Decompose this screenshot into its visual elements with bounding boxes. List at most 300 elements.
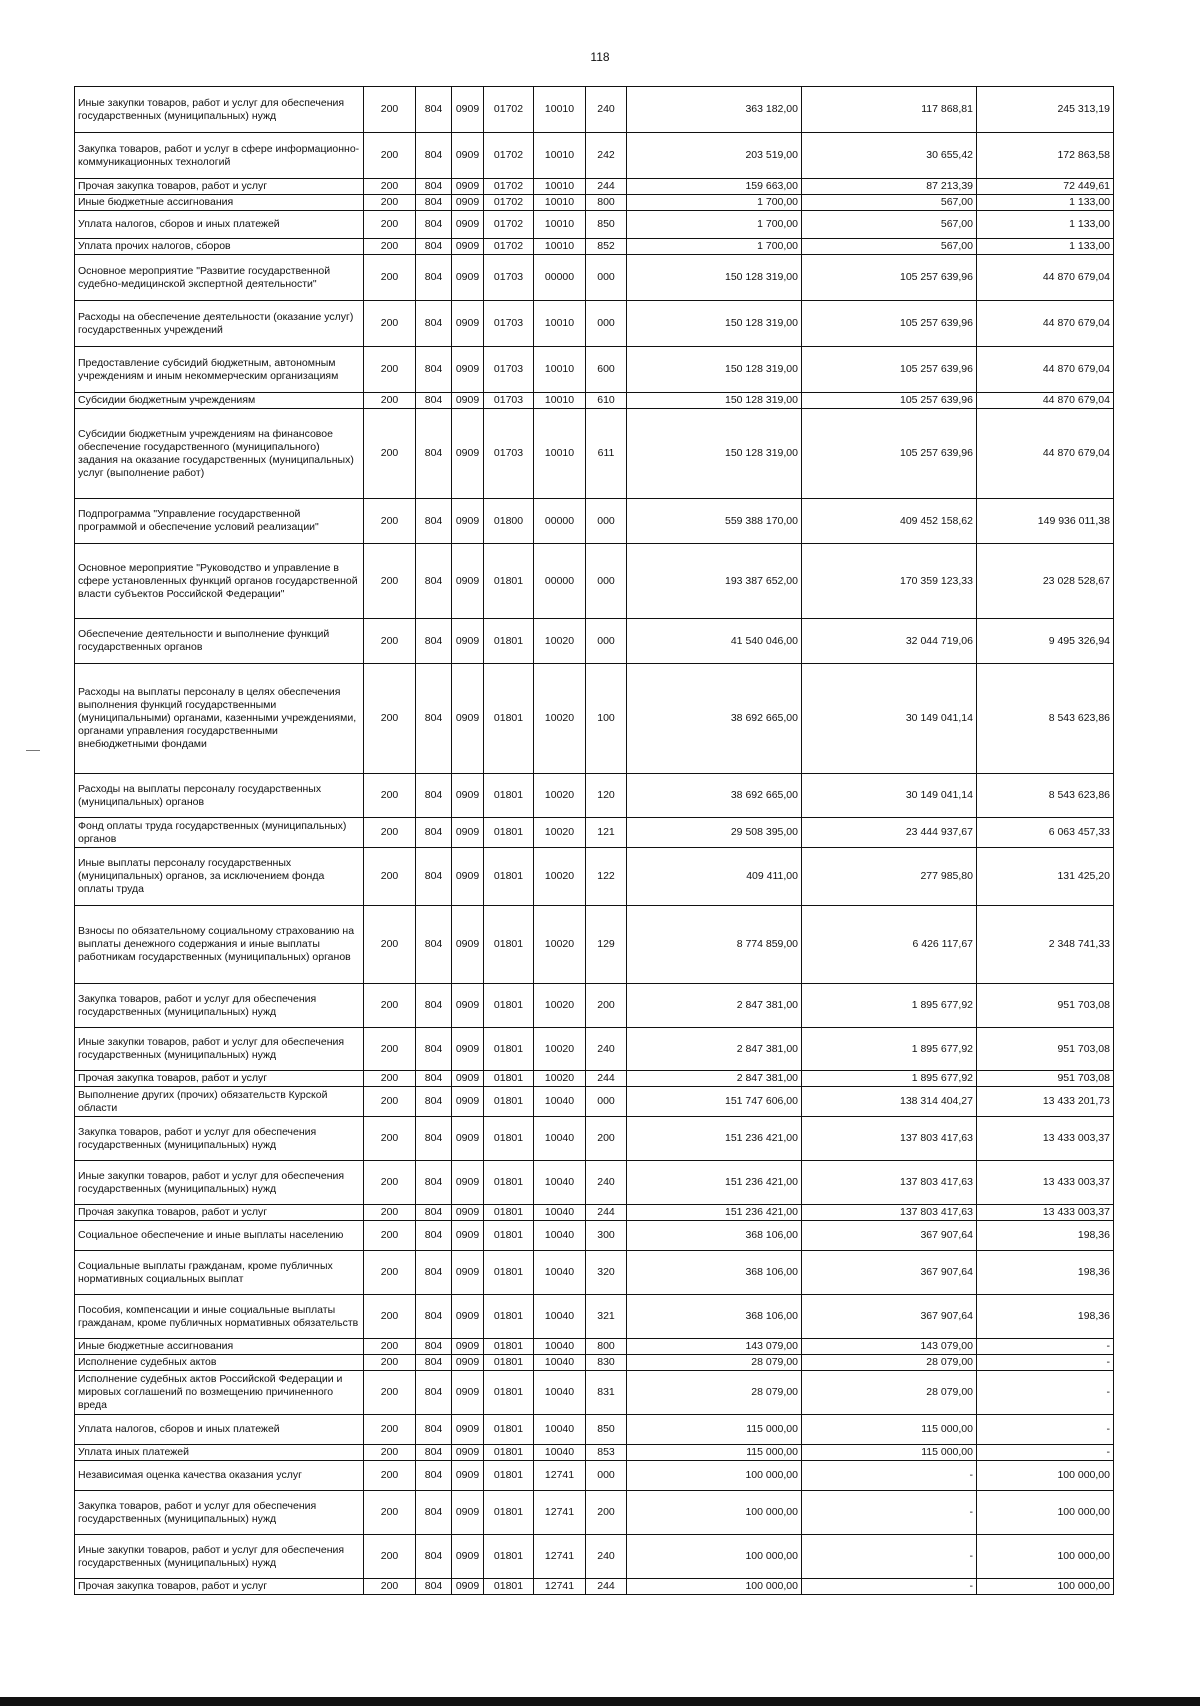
code-program-cell: 01702 [484,133,534,179]
sum-remaining-cell: - [977,1371,1114,1415]
sum-plan-cell: 2 847 381,00 [627,984,802,1028]
table-row [75,347,1114,393]
sum-remaining-cell: 2 348 741,33 [977,906,1114,984]
sum-plan-cell: 150 128 319,00 [627,301,802,347]
code-type-cell: 244 [586,1205,627,1221]
sum-plan-cell: 38 692 665,00 [627,774,802,818]
code-direction-cell: 10010 [534,409,586,499]
code-type-cell: 122 [586,848,627,906]
sum-plan-cell: 559 388 170,00 [627,499,802,544]
code-type-cell: 300 [586,1221,627,1251]
code-program-cell: 01703 [484,409,534,499]
code-program-cell: 01801 [484,1579,534,1595]
code-program-cell: 01702 [484,87,534,133]
code-section-cell: 0909 [452,1491,484,1535]
code-direction-cell: 10010 [534,211,586,239]
sum-executed-cell: 137 803 417,63 [802,1205,977,1221]
code-admin-cell: 200 [364,906,416,984]
code-type-cell: 200 [586,1117,627,1161]
code-ministry-cell: 804 [416,239,452,255]
code-admin-cell: 200 [364,1117,416,1161]
table-row [75,133,1114,179]
code-program-cell: 01801 [484,1295,534,1339]
code-ministry-cell: 804 [416,1251,452,1295]
code-admin-cell: 200 [364,347,416,393]
code-program-cell: 01801 [484,848,534,906]
code-section-cell: 0909 [452,347,484,393]
sum-executed-cell: 105 257 639,96 [802,255,977,301]
code-admin-cell: 200 [364,774,416,818]
code-program-cell: 01703 [484,255,534,301]
row-name-cell: Прочая закупка товаров, работ и услуг [75,1071,364,1087]
row-name-cell: Социальное обеспечение и иные выплаты населению [75,1221,364,1251]
row-name-cell: Закупка товаров, работ и услуг для обеспечения государственных (муниципальных) нужд [75,984,364,1028]
code-ministry-cell: 804 [416,1415,452,1445]
code-admin-cell: 200 [364,619,416,664]
sum-remaining-cell: - [977,1445,1114,1461]
code-direction-cell: 10020 [534,848,586,906]
code-type-cell: 611 [586,409,627,499]
sum-executed-cell: 567,00 [802,195,977,211]
sum-plan-cell: 28 079,00 [627,1371,802,1415]
code-section-cell: 0909 [452,818,484,848]
code-direction-cell: 10020 [534,1071,586,1087]
sum-remaining-cell: 198,36 [977,1221,1114,1251]
row-name-cell: Прочая закупка товаров, работ и услуг [75,1579,364,1595]
sum-plan-cell: 151 236 421,00 [627,1117,802,1161]
table-row [75,906,1114,984]
sum-executed-cell: - [802,1579,977,1595]
code-direction-cell: 10020 [534,664,586,774]
code-ministry-cell: 804 [416,848,452,906]
code-type-cell: 610 [586,393,627,409]
sum-executed-cell: 23 444 937,67 [802,818,977,848]
code-admin-cell: 200 [364,1295,416,1339]
sum-plan-cell: 115 000,00 [627,1415,802,1445]
margin-mark [26,750,40,751]
sum-plan-cell: 203 519,00 [627,133,802,179]
sum-plan-cell: 151 236 421,00 [627,1205,802,1221]
row-name-cell: Расходы на выплаты персоналу в целях обеспечения выполнения функций государственными (муниципальными) органами, казенными учреждениями, органами управления государственными внебюджетными фондами [75,664,364,774]
code-direction-cell: 10040 [534,1339,586,1355]
row-name-cell: Иные закупки товаров, работ и услуг для обеспечения государственных (муниципальных) нужд [75,1535,364,1579]
code-ministry-cell: 804 [416,347,452,393]
code-ministry-cell: 804 [416,393,452,409]
code-ministry-cell: 804 [416,195,452,211]
sum-remaining-cell: 131 425,20 [977,848,1114,906]
code-direction-cell: 10040 [534,1355,586,1371]
code-type-cell: 240 [586,1028,627,1071]
code-admin-cell: 200 [364,984,416,1028]
code-program-cell: 01801 [484,1339,534,1355]
sum-remaining-cell: 100 000,00 [977,1535,1114,1579]
sum-executed-cell: 87 213,39 [802,179,977,195]
code-direction-cell: 10010 [534,87,586,133]
code-section-cell: 0909 [452,984,484,1028]
code-admin-cell: 200 [364,1205,416,1221]
code-direction-cell: 10020 [534,1028,586,1071]
table-row [75,195,1114,211]
code-ministry-cell: 804 [416,774,452,818]
sum-plan-cell: 38 692 665,00 [627,664,802,774]
code-direction-cell: 10020 [534,906,586,984]
sum-executed-cell: 1 895 677,92 [802,984,977,1028]
sum-plan-cell: 100 000,00 [627,1491,802,1535]
code-direction-cell: 10010 [534,347,586,393]
code-ministry-cell: 804 [416,301,452,347]
sum-remaining-cell: - [977,1355,1114,1371]
row-name-cell: Субсидии бюджетным учреждениям [75,393,364,409]
code-ministry-cell: 804 [416,1535,452,1579]
code-ministry-cell: 804 [416,818,452,848]
code-program-cell: 01702 [484,239,534,255]
sum-remaining-cell: 1 133,00 [977,195,1114,211]
code-admin-cell: 200 [364,1491,416,1535]
code-admin-cell: 200 [364,1461,416,1491]
table-row [75,1028,1114,1071]
code-program-cell: 01801 [484,774,534,818]
code-section-cell: 0909 [452,1251,484,1295]
code-program-cell: 01801 [484,1355,534,1371]
code-ministry-cell: 804 [416,1461,452,1491]
code-direction-cell: 10010 [534,301,586,347]
sum-executed-cell: 567,00 [802,211,977,239]
sum-executed-cell: - [802,1491,977,1535]
sum-remaining-cell: 100 000,00 [977,1491,1114,1535]
code-admin-cell: 200 [364,87,416,133]
table-row [75,984,1114,1028]
table-row [75,409,1114,499]
code-type-cell: 000 [586,544,627,619]
code-admin-cell: 200 [364,848,416,906]
code-direction-cell: 10020 [534,619,586,664]
code-direction-cell: 10040 [534,1205,586,1221]
code-section-cell: 0909 [452,1205,484,1221]
code-section-cell: 0909 [452,774,484,818]
sum-plan-cell: 100 000,00 [627,1461,802,1491]
code-section-cell: 0909 [452,1161,484,1205]
code-admin-cell: 200 [364,393,416,409]
code-type-cell: 244 [586,1071,627,1087]
code-admin-cell: 200 [364,301,416,347]
sum-plan-cell: 41 540 046,00 [627,619,802,664]
code-type-cell: 321 [586,1295,627,1339]
code-type-cell: 240 [586,1161,627,1205]
code-type-cell: 240 [586,87,627,133]
row-name-cell: Иные закупки товаров, работ и услуг для обеспечения государственных (муниципальных) нужд [75,87,364,133]
code-direction-cell: 10040 [534,1087,586,1117]
code-type-cell: 242 [586,133,627,179]
code-type-cell: 244 [586,179,627,195]
code-section-cell: 0909 [452,619,484,664]
sum-plan-cell: 151 236 421,00 [627,1161,802,1205]
code-admin-cell: 200 [364,1071,416,1087]
code-ministry-cell: 804 [416,1295,452,1339]
table-body [75,87,1114,1595]
code-direction-cell: 12741 [534,1579,586,1595]
sum-executed-cell: 367 907,64 [802,1251,977,1295]
code-direction-cell: 10040 [534,1161,586,1205]
sum-remaining-cell: 23 028 528,67 [977,544,1114,619]
code-direction-cell: 10040 [534,1221,586,1251]
code-section-cell: 0909 [452,1461,484,1491]
budget-table [74,86,1114,1595]
code-section-cell: 0909 [452,195,484,211]
code-program-cell: 01703 [484,301,534,347]
code-program-cell: 01800 [484,499,534,544]
sum-plan-cell: 1 700,00 [627,239,802,255]
sum-plan-cell: 150 128 319,00 [627,409,802,499]
code-direction-cell: 10020 [534,818,586,848]
row-name-cell: Закупка товаров, работ и услуг для обеспечения государственных (муниципальных) нужд [75,1117,364,1161]
code-ministry-cell: 804 [416,1117,452,1161]
sum-remaining-cell: 198,36 [977,1251,1114,1295]
sum-executed-cell: 567,00 [802,239,977,255]
sum-remaining-cell: 44 870 679,04 [977,409,1114,499]
code-ministry-cell: 804 [416,1087,452,1117]
sum-executed-cell: 6 426 117,67 [802,906,977,984]
table-row [75,1117,1114,1161]
sum-executed-cell: 115 000,00 [802,1445,977,1461]
code-type-cell: 244 [586,1579,627,1595]
sum-remaining-cell: 44 870 679,04 [977,393,1114,409]
table-row [75,179,1114,195]
code-program-cell: 01703 [484,393,534,409]
code-direction-cell: 10010 [534,393,586,409]
code-admin-cell: 200 [364,1535,416,1579]
code-program-cell: 01702 [484,195,534,211]
sum-plan-cell: 100 000,00 [627,1535,802,1579]
sum-plan-cell: 368 106,00 [627,1221,802,1251]
code-type-cell: 100 [586,664,627,774]
row-name-cell: Уплата иных платежей [75,1445,364,1461]
code-type-cell: 000 [586,301,627,347]
code-ministry-cell: 804 [416,211,452,239]
code-ministry-cell: 804 [416,133,452,179]
sum-plan-cell: 2 847 381,00 [627,1071,802,1087]
code-admin-cell: 200 [364,544,416,619]
code-ministry-cell: 804 [416,1371,452,1415]
table-row [75,1415,1114,1445]
code-type-cell: 240 [586,1535,627,1579]
code-program-cell: 01801 [484,1071,534,1087]
table-row [75,301,1114,347]
code-admin-cell: 200 [364,1371,416,1415]
table-row [75,1371,1114,1415]
sum-plan-cell: 8 774 859,00 [627,906,802,984]
sum-plan-cell: 29 508 395,00 [627,818,802,848]
sum-remaining-cell: 1 133,00 [977,211,1114,239]
code-program-cell: 01801 [484,1028,534,1071]
table-row [75,1251,1114,1295]
code-direction-cell: 10010 [534,179,586,195]
code-direction-cell: 10010 [534,133,586,179]
code-type-cell: 120 [586,774,627,818]
sum-plan-cell: 150 128 319,00 [627,255,802,301]
table-row [75,255,1114,301]
code-admin-cell: 200 [364,179,416,195]
row-name-cell: Выполнение других (прочих) обязательств Курской области [75,1087,364,1117]
sum-plan-cell: 193 387 652,00 [627,544,802,619]
sum-remaining-cell: 951 703,08 [977,1071,1114,1087]
code-admin-cell: 200 [364,664,416,774]
code-section-cell: 0909 [452,848,484,906]
sum-remaining-cell: 100 000,00 [977,1579,1114,1595]
table-row [75,239,1114,255]
code-direction-cell: 10040 [534,1415,586,1445]
row-name-cell: Основное мероприятие "Развитие государственной судебно-медицинской экспертной деятельности" [75,255,364,301]
sum-plan-cell: 143 079,00 [627,1339,802,1355]
table-row [75,87,1114,133]
table-row [75,544,1114,619]
code-direction-cell: 10040 [534,1251,586,1295]
sum-executed-cell: 105 257 639,96 [802,347,977,393]
code-section-cell: 0909 [452,211,484,239]
table-row [75,1087,1114,1117]
sum-remaining-cell: 951 703,08 [977,1028,1114,1071]
code-section-cell: 0909 [452,499,484,544]
code-section-cell: 0909 [452,906,484,984]
sum-executed-cell: 1 895 677,92 [802,1071,977,1087]
code-ministry-cell: 804 [416,1491,452,1535]
table-row [75,499,1114,544]
code-direction-cell: 12741 [534,1461,586,1491]
code-section-cell: 0909 [452,1221,484,1251]
code-program-cell: 01801 [484,1461,534,1491]
table-row [75,848,1114,906]
code-section-cell: 0909 [452,544,484,619]
row-name-cell: Закупка товаров, работ и услуг в сфере информационно-коммуникационных технологий [75,133,364,179]
sum-executed-cell: 170 359 123,33 [802,544,977,619]
row-name-cell: Основное мероприятие "Руководство и управление в сфере установленных функций органов государственной власти субъектов Российской Федерации" [75,544,364,619]
code-direction-cell: 10010 [534,195,586,211]
code-direction-cell: 10040 [534,1117,586,1161]
code-type-cell: 129 [586,906,627,984]
sum-plan-cell: 1 700,00 [627,195,802,211]
code-section-cell: 0909 [452,133,484,179]
row-name-cell: Социальные выплаты гражданам, кроме публичных нормативных социальных выплат [75,1251,364,1295]
page-number: 118 [590,50,610,64]
code-direction-cell: 00000 [534,544,586,619]
sum-executed-cell: 277 985,80 [802,848,977,906]
code-type-cell: 121 [586,818,627,848]
sum-executed-cell: 105 257 639,96 [802,393,977,409]
sum-plan-cell: 368 106,00 [627,1295,802,1339]
table-row [75,1355,1114,1371]
sum-remaining-cell: 951 703,08 [977,984,1114,1028]
code-section-cell: 0909 [452,1415,484,1445]
code-direction-cell: 10040 [534,1295,586,1339]
sum-remaining-cell: 72 449,61 [977,179,1114,195]
sum-executed-cell: 409 452 158,62 [802,499,977,544]
sum-plan-cell: 150 128 319,00 [627,347,802,393]
code-ministry-cell: 804 [416,87,452,133]
code-admin-cell: 200 [364,818,416,848]
sum-executed-cell: 138 314 404,27 [802,1087,977,1117]
code-type-cell: 000 [586,619,627,664]
code-admin-cell: 200 [364,1355,416,1371]
table-row [75,818,1114,848]
code-section-cell: 0909 [452,1028,484,1071]
sum-executed-cell: - [802,1461,977,1491]
sum-remaining-cell: 8 543 623,86 [977,774,1114,818]
sum-executed-cell: 28 079,00 [802,1371,977,1415]
row-name-cell: Прочая закупка товаров, работ и услуг [75,1205,364,1221]
sum-executed-cell: 137 803 417,63 [802,1161,977,1205]
code-admin-cell: 200 [364,239,416,255]
code-program-cell: 01702 [484,179,534,195]
sum-remaining-cell: 8 543 623,86 [977,664,1114,774]
row-name-cell: Иные закупки товаров, работ и услуг для обеспечения государственных (муниципальных) нужд [75,1028,364,1071]
sum-executed-cell: 117 868,81 [802,87,977,133]
sum-plan-cell: 151 747 606,00 [627,1087,802,1117]
code-admin-cell: 200 [364,1579,416,1595]
sum-remaining-cell: 245 313,19 [977,87,1114,133]
sum-remaining-cell: 44 870 679,04 [977,255,1114,301]
code-section-cell: 0909 [452,1355,484,1371]
code-section-cell: 0909 [452,301,484,347]
sum-executed-cell: 1 895 677,92 [802,1028,977,1071]
code-admin-cell: 200 [364,1339,416,1355]
row-name-cell: Исполнение судебных актов [75,1355,364,1371]
sum-executed-cell: 30 149 041,14 [802,664,977,774]
sum-remaining-cell: 6 063 457,33 [977,818,1114,848]
code-ministry-cell: 804 [416,1205,452,1221]
code-direction-cell: 10020 [534,984,586,1028]
sum-remaining-cell: - [977,1415,1114,1445]
code-type-cell: 000 [586,499,627,544]
code-admin-cell: 200 [364,255,416,301]
code-ministry-cell: 804 [416,1221,452,1251]
row-name-cell: Расходы на выплаты персоналу государственных (муниципальных) органов [75,774,364,818]
code-program-cell: 01702 [484,211,534,239]
code-admin-cell: 200 [364,211,416,239]
sum-remaining-cell: 9 495 326,94 [977,619,1114,664]
code-admin-cell: 200 [364,1221,416,1251]
code-type-cell: 800 [586,195,627,211]
sum-executed-cell: 143 079,00 [802,1339,977,1355]
code-section-cell: 0909 [452,239,484,255]
code-ministry-cell: 804 [416,1445,452,1461]
row-name-cell: Уплата налогов, сборов и иных платежей [75,1415,364,1445]
code-section-cell: 0909 [452,1117,484,1161]
code-ministry-cell: 804 [416,1579,452,1595]
sum-remaining-cell: 44 870 679,04 [977,301,1114,347]
code-program-cell: 01801 [484,1445,534,1461]
code-admin-cell: 200 [364,409,416,499]
code-program-cell: 01801 [484,664,534,774]
sum-plan-cell: 363 182,00 [627,87,802,133]
table-row [75,211,1114,239]
sum-plan-cell: 115 000,00 [627,1445,802,1461]
code-section-cell: 0909 [452,255,484,301]
code-admin-cell: 200 [364,1028,416,1071]
sum-executed-cell: 30 655,42 [802,133,977,179]
row-name-cell: Обеспечение деятельности и выполнение функций государственных органов [75,619,364,664]
code-ministry-cell: 804 [416,1339,452,1355]
code-program-cell: 01801 [484,1161,534,1205]
code-direction-cell: 12741 [534,1535,586,1579]
code-ministry-cell: 804 [416,906,452,984]
sum-executed-cell: 105 257 639,96 [802,409,977,499]
code-ministry-cell: 804 [416,664,452,774]
code-section-cell: 0909 [452,1339,484,1355]
sum-plan-cell: 159 663,00 [627,179,802,195]
code-program-cell: 01801 [484,544,534,619]
sum-plan-cell: 28 079,00 [627,1355,802,1371]
code-direction-cell: 12741 [534,1491,586,1535]
code-type-cell: 600 [586,347,627,393]
